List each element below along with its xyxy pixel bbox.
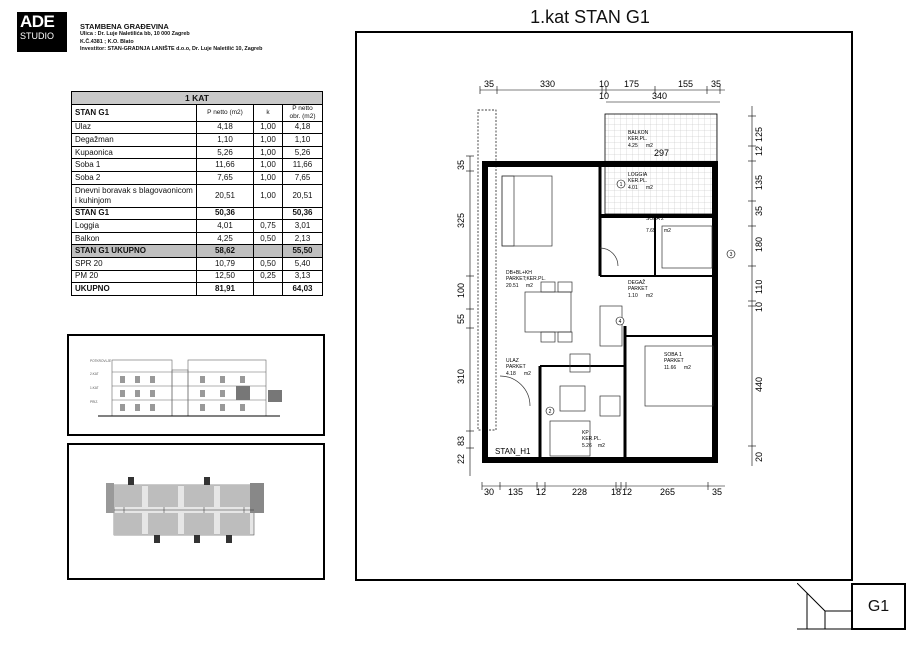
table-grand-total-row: UKUPNO 81,91 64,03 bbox=[72, 283, 323, 296]
room-area: 4.01 bbox=[628, 185, 638, 191]
room-area: 4.25 bbox=[628, 143, 638, 149]
room-unit: m2 bbox=[664, 228, 671, 234]
table-row: SPR 20 10,79 0,50 5,40 bbox=[72, 257, 323, 270]
dim-bottom: 12 bbox=[622, 487, 633, 496]
room-area: 20.51 bbox=[506, 283, 519, 289]
marker-label: 1 bbox=[619, 182, 623, 188]
dim-bottom: 18 bbox=[611, 487, 622, 496]
dim-bottom: 135 bbox=[508, 487, 524, 496]
dim-bottom: 265 bbox=[660, 487, 676, 496]
dim-top: 330 bbox=[540, 79, 556, 89]
dim-left: 22 bbox=[456, 453, 466, 464]
dim-left: 83 bbox=[456, 435, 466, 446]
room-name: BALKON bbox=[628, 130, 649, 136]
apartment-label: STAN_H1 bbox=[495, 447, 531, 456]
elevation-level-label: 2.KAT bbox=[90, 372, 99, 376]
elevation-drawing bbox=[90, 348, 300, 422]
table-floor: 1 KAT bbox=[72, 92, 323, 105]
room-unit: m2 bbox=[684, 365, 691, 371]
dim-left: 55 bbox=[456, 313, 466, 324]
header-k: k bbox=[254, 104, 283, 121]
dim-right: 180 bbox=[754, 236, 764, 252]
room-area: 5.26 bbox=[582, 443, 592, 449]
dim-top: 35 bbox=[711, 79, 722, 89]
room-floor: KER.PL. bbox=[628, 136, 648, 142]
dim-right: 135 bbox=[754, 174, 764, 190]
room-floor: PARKET bbox=[628, 286, 648, 292]
table-row: Loggia 4,01 0,75 3,01 bbox=[72, 220, 323, 233]
table-floor-row bbox=[72, 92, 323, 105]
room-name: LOGGIA bbox=[628, 172, 648, 178]
dim-left: 35 bbox=[456, 159, 466, 170]
dim-left: 325 bbox=[456, 212, 466, 228]
room-floor: KER.PL. bbox=[582, 436, 602, 442]
room-unit: m2 bbox=[598, 443, 605, 449]
room-unit: m2 bbox=[524, 371, 531, 377]
room-floor: PARKET;KER.PL. bbox=[506, 276, 546, 282]
table-row: Degažman 1,10 1,00 1,10 bbox=[72, 134, 323, 147]
dim-right: 20 bbox=[754, 451, 764, 462]
floor-key-plan-drawing bbox=[104, 475, 270, 555]
table-unit-total-row: STAN G1 UKUPNO 58,62 55,50 bbox=[72, 245, 323, 258]
project-info bbox=[80, 22, 262, 54]
dim-bottom: 30 bbox=[484, 487, 495, 496]
dim-right: 35 bbox=[754, 205, 764, 216]
table-header-row bbox=[72, 104, 323, 121]
balcony-width-dim: 297 bbox=[654, 148, 670, 158]
room-unit: m2 bbox=[646, 143, 653, 149]
logo-line-2: STUDIO bbox=[20, 31, 55, 41]
room-area: 7.65 bbox=[646, 228, 656, 234]
marker-label: 4 bbox=[618, 319, 622, 325]
table-row: Soba 1 11,66 1,00 11,66 bbox=[72, 159, 323, 172]
dim-top: 10 bbox=[599, 79, 610, 89]
room-floor: KER.PL. bbox=[628, 178, 648, 184]
table-row: Balkon 4,25 0,50 2,13 bbox=[72, 232, 323, 245]
table-row: Dnevni boravak s blagovaonicom i kuhinjom 20,51 1,00 20,51 bbox=[72, 184, 323, 207]
dim-top: 175 bbox=[624, 79, 640, 89]
dim-bottom: 12 bbox=[536, 487, 547, 496]
room-name: SOBA 1 bbox=[664, 352, 682, 358]
header-net-obr: P netto obr. (m2) bbox=[283, 104, 323, 121]
table-row: Kupaonica 5,26 1,00 5,26 bbox=[72, 146, 323, 159]
dim-top: 35 bbox=[484, 79, 495, 89]
room-name: KP bbox=[582, 430, 589, 436]
table-row: PM 20 12,50 0,25 3,13 bbox=[72, 270, 323, 283]
studio-logo bbox=[17, 12, 67, 52]
header-name: STAN G1 bbox=[72, 104, 197, 121]
floor-plan-drawing bbox=[440, 76, 770, 496]
dim-right: 125 bbox=[754, 126, 764, 142]
project-investor: Investitor: STAN-GRADNJA LANIŠTE d.o.o, Dr. Luje Naletilić 10, Zagreb bbox=[80, 46, 263, 53]
room-name: DEGAŽ bbox=[628, 280, 646, 286]
dim-top: 340 bbox=[652, 91, 668, 101]
plan-title: 1.kat STAN G1 bbox=[530, 7, 650, 27]
room-area: 1.10 bbox=[628, 293, 638, 299]
room-name: DB+BL+KH bbox=[506, 270, 532, 276]
dim-top: 10 bbox=[599, 91, 610, 101]
room-unit: m2 bbox=[526, 283, 533, 289]
dim-bottom: 35 bbox=[712, 487, 723, 496]
header-net: P netto (m2) bbox=[197, 104, 254, 121]
sheet-code: G1 bbox=[851, 583, 906, 630]
dim-top: 155 bbox=[678, 79, 694, 89]
project-address: Ulica : Dr. Luje Naletilića bb, 10 000 Zagreb bbox=[80, 31, 190, 37]
elevation-level-label: 1.KAT bbox=[90, 386, 99, 390]
room-name: SOBA 2 bbox=[646, 216, 664, 222]
room-unit: m2 bbox=[646, 293, 653, 299]
room-area: 4.18 bbox=[506, 371, 516, 377]
area-table bbox=[71, 91, 323, 296]
table-row: Soba 2 7,65 1,00 7,65 bbox=[72, 171, 323, 184]
corner-stamp-mark bbox=[797, 583, 853, 631]
room-area: 11.66 bbox=[664, 365, 677, 371]
room-unit: m2 bbox=[646, 185, 653, 191]
table-row: Ulaz 4,18 1,00 4,18 bbox=[72, 121, 323, 134]
project-cadastre: K.Č.4381 ; K.O. Blato bbox=[80, 38, 134, 45]
table-subtotal-row: STAN G1 50,36 50,36 bbox=[72, 207, 323, 220]
room-name: ULAZ bbox=[506, 358, 519, 364]
logo-line-1: ADE bbox=[20, 12, 55, 31]
marker-label: 3 bbox=[729, 252, 733, 258]
dim-right: 440 bbox=[754, 376, 764, 392]
dim-left: 310 bbox=[456, 368, 466, 384]
dim-left: 100 bbox=[456, 282, 466, 298]
room-floor: PARKET bbox=[506, 364, 526, 370]
room-floor: PARKET bbox=[664, 358, 684, 364]
dim-right: 110 bbox=[754, 279, 764, 294]
dim-right: 12 bbox=[754, 145, 764, 156]
dim-right: 10 bbox=[754, 301, 764, 312]
project-title: STAMBENA GRAĐEVINA bbox=[80, 22, 169, 31]
elevation-level-label: POTKROVLJE bbox=[90, 359, 112, 363]
marker-label: 2 bbox=[548, 409, 552, 415]
elevation-level-label: PRIZ. bbox=[90, 400, 99, 404]
dim-bottom: 228 bbox=[572, 487, 588, 496]
